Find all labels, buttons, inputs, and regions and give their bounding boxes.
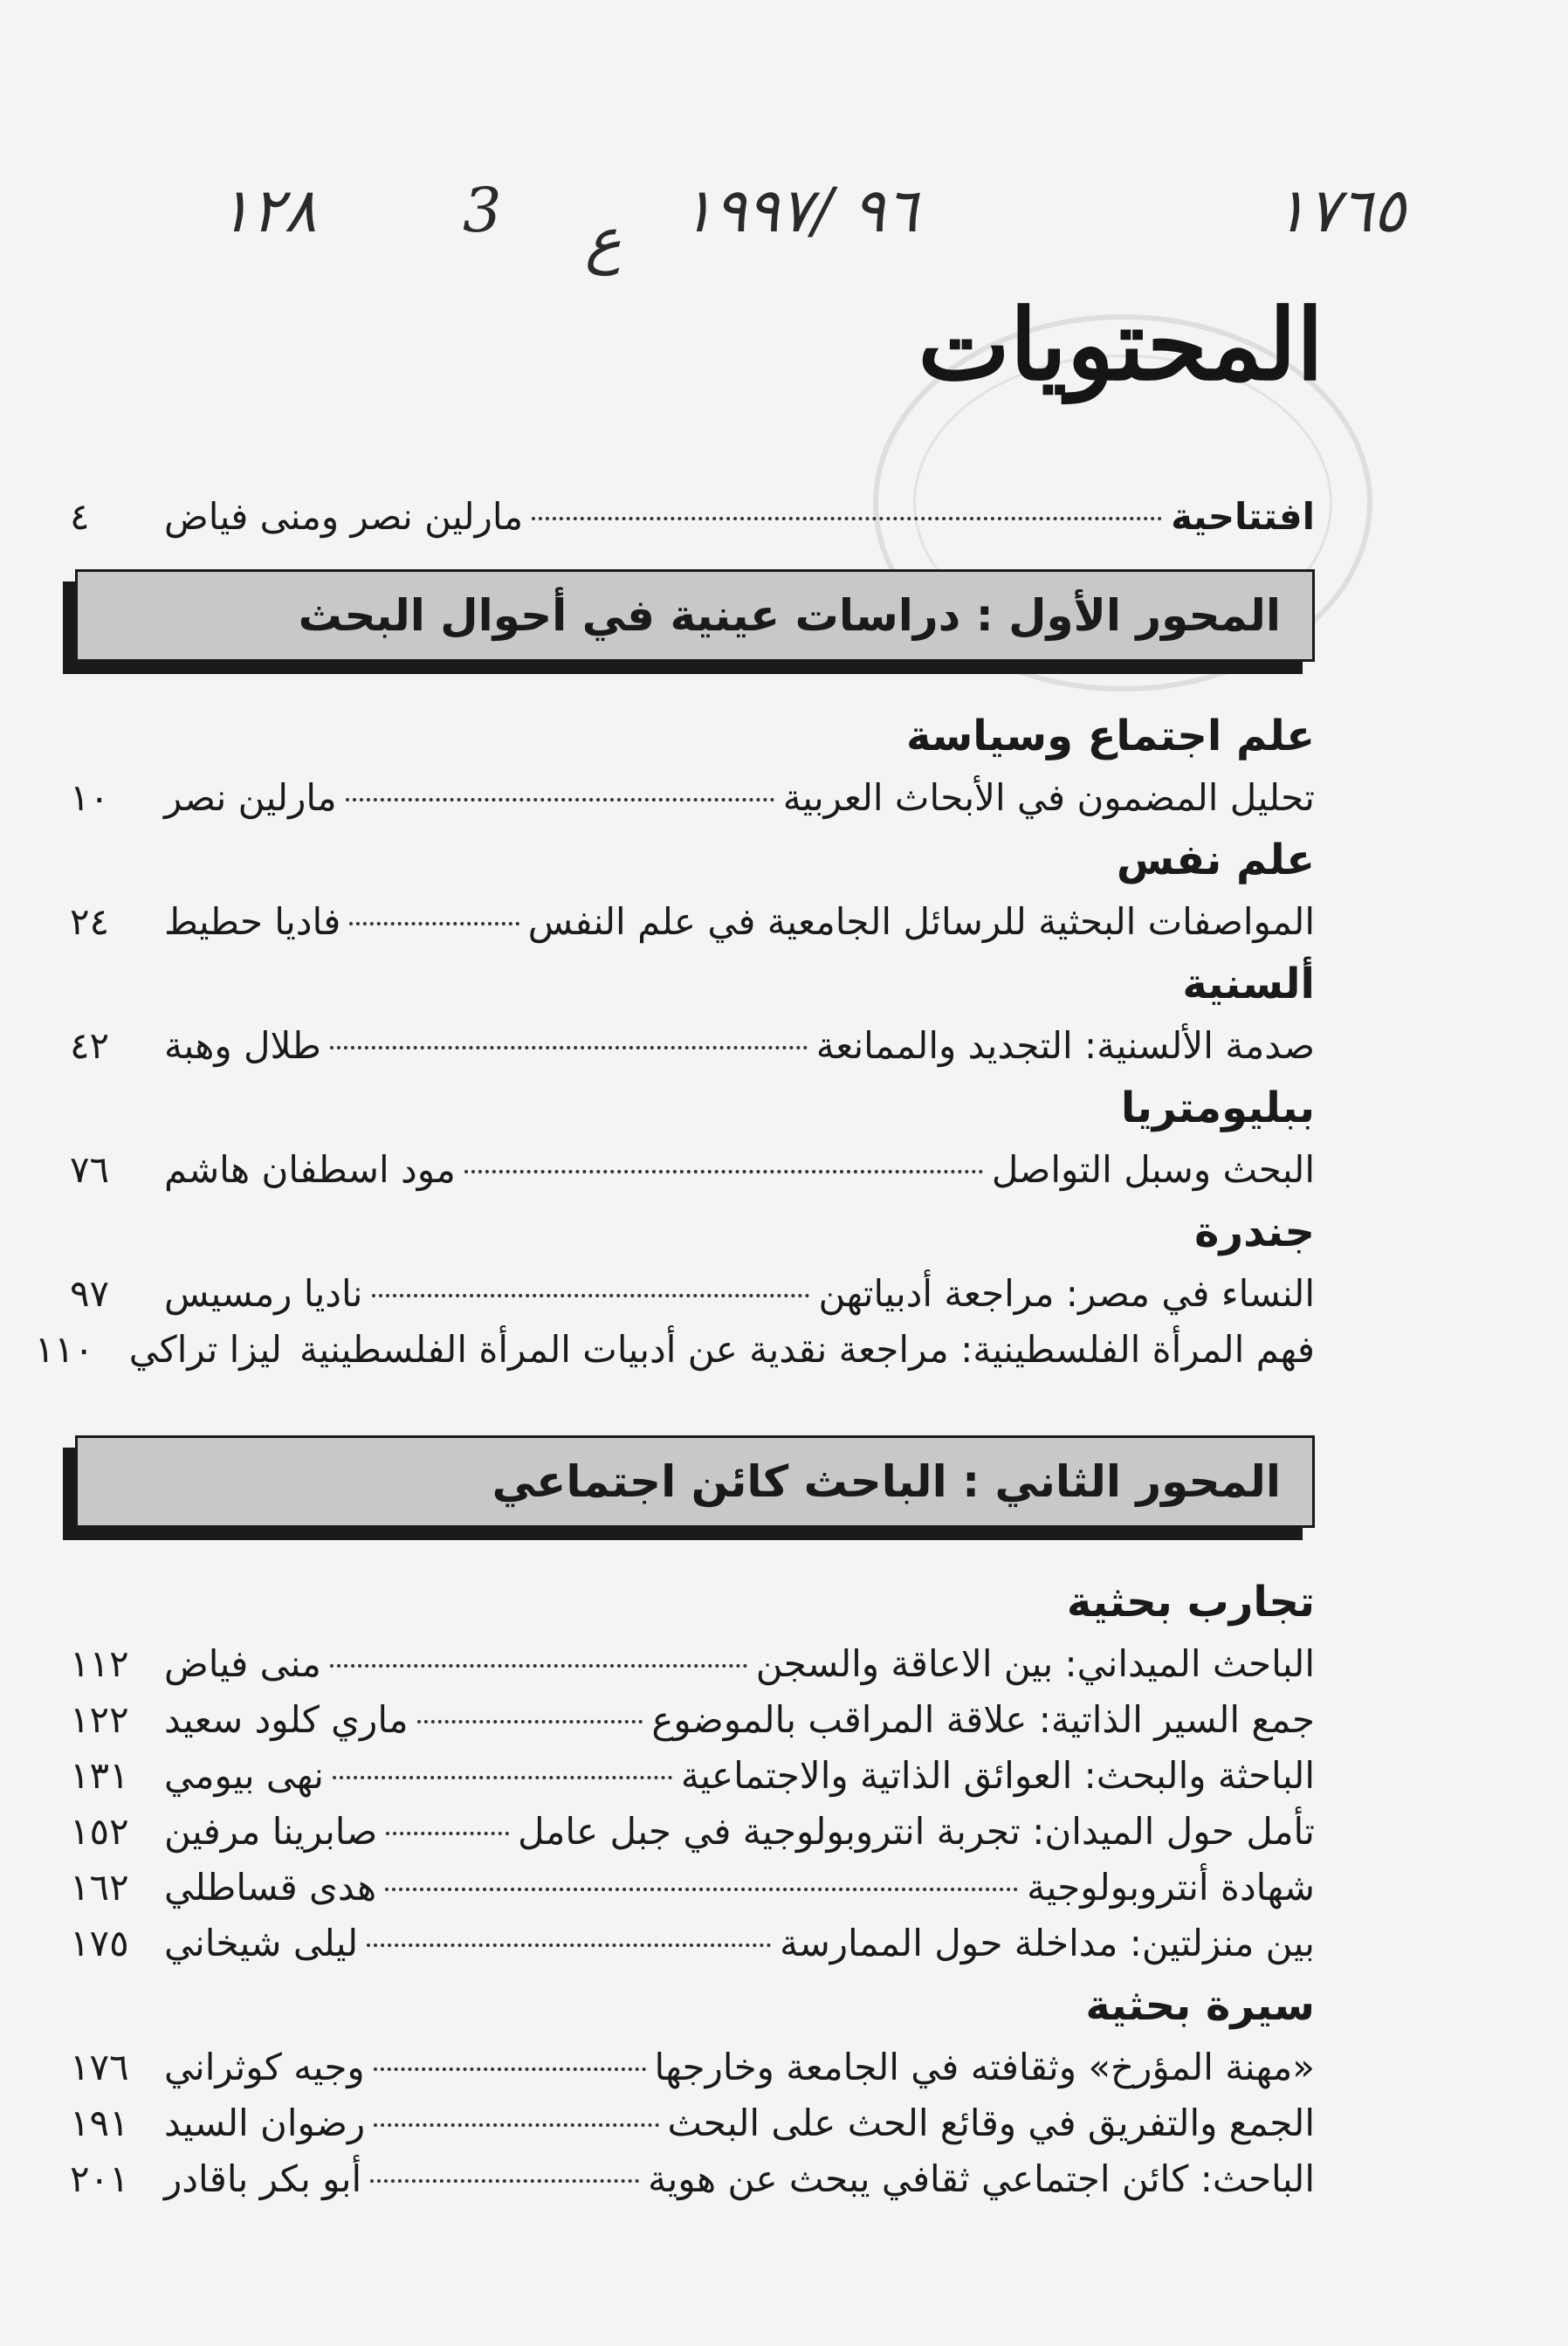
entry-page: ١٧٦ — [70, 2046, 129, 2088]
toc-entry[interactable] — [70, 1692, 1315, 1748]
entry-title: البحث وسبل التواصل — [991, 1148, 1315, 1191]
entry-page: ١٢٢ — [70, 1698, 129, 1741]
handnote-pages: ١٢٨ — [218, 175, 317, 246]
leader-dots — [385, 1888, 1018, 1891]
entry-page: ١٣١ — [70, 1754, 129, 1797]
toc-entry[interactable] — [70, 1916, 1315, 1971]
toc-entry[interactable] — [70, 2040, 1315, 2095]
entry-page: ١٠ — [70, 776, 110, 819]
entry-title: افتتاحية — [1171, 495, 1315, 538]
leader-dots — [386, 1832, 509, 1835]
section-heading: علم اجتماع وسياسة — [905, 712, 1315, 760]
leader-dots — [374, 2067, 646, 2071]
toc-entry[interactable] — [70, 1266, 1315, 1322]
toc-entry-opening[interactable] — [70, 489, 1315, 545]
axis-2-box — [75, 1435, 1315, 1528]
toc-entry[interactable] — [34, 1322, 1315, 1378]
entry-author: مود اسطفان هاشم — [164, 1148, 456, 1191]
entry-title: جمع السير الذاتية: علاقة المراقب بالموضوع — [651, 1698, 1315, 1741]
entry-author: رضوان السيد — [164, 2102, 366, 2144]
entry-title: الباحث الميداني: بين الاعاقة والسجن — [755, 1642, 1315, 1685]
leader-dots — [372, 1294, 810, 1297]
handnote-accession: ١٧٦٥ — [1274, 175, 1406, 246]
section-heading: جندرة — [1194, 1207, 1315, 1256]
axis-1-box — [75, 569, 1315, 662]
toc-entry[interactable] — [70, 1018, 1315, 1074]
entry-title: تحليل المضمون في الأبحاث العربية — [782, 776, 1315, 819]
toc-entry[interactable] — [70, 1860, 1315, 1916]
entry-author: ماري كلود سعيد — [164, 1698, 409, 1741]
leader-dots — [374, 2123, 658, 2127]
entry-author: ليزا تراكي — [128, 1328, 282, 1371]
entry-title: «مهنة المؤرخ» وثقافته في الجامعة وخارجها — [654, 2046, 1315, 2088]
handwritten-catalog-note — [218, 175, 1406, 279]
leader-dots — [349, 922, 519, 925]
axis-2-title: المحور الثاني : الباحث كائن اجتماعي — [492, 1456, 1281, 1507]
leader-dots — [330, 1046, 808, 1049]
entry-page: ١٧٥ — [70, 1922, 129, 1964]
leader-dots — [417, 1720, 643, 1723]
entry-author: ليلى شيخاني — [164, 1922, 359, 1964]
axis-1-title: المحور الأول : دراسات عينية في أحوال البحث — [298, 590, 1281, 641]
toc-entry[interactable] — [70, 1804, 1315, 1860]
entry-page: ٤ — [70, 495, 90, 538]
entry-page: ١٦٢ — [70, 1866, 129, 1909]
leader-dots — [330, 1664, 747, 1668]
entry-author: ناديا رمسيس — [164, 1272, 363, 1315]
entry-title: الجمع والتفريق في وقائع الحث على البحث — [667, 2102, 1315, 2144]
entry-page: ٢٤ — [70, 900, 110, 943]
entry-author: هدى قساطلي — [164, 1866, 377, 1909]
entry-author: أبو بكر باقادر — [164, 2157, 362, 2200]
entry-author: وجيه كوثراني — [164, 2046, 365, 2088]
entry-title: بين منزلتين: مداخلة حول الممارسة — [780, 1922, 1315, 1964]
entry-title: فهم المرأة الفلسطينية: مراجعة نقدية عن أدبيات المرأة الفلسطينية — [299, 1328, 1315, 1371]
entry-page: ٤٢ — [70, 1024, 110, 1067]
section-heading: علم نفس — [1116, 836, 1315, 884]
section-heading: ألسنية — [1182, 960, 1315, 1008]
leader-dots — [370, 2179, 639, 2183]
entry-author: صابرينا مرفين — [164, 1810, 378, 1853]
entry-title: تأمل حول الميدان: تجربة انتروبولوجية في جبل عامل — [518, 1810, 1315, 1853]
entry-title: صدمة الألسنية: التجديد والممانعة — [815, 1024, 1315, 1067]
leader-dots — [532, 517, 1162, 520]
page-title: المحتويات — [918, 288, 1324, 402]
leader-dots — [464, 1170, 983, 1173]
section-heading: ببليومتريا — [1120, 1084, 1315, 1132]
leader-dots — [333, 1776, 672, 1779]
toc-entry[interactable] — [70, 1636, 1315, 1692]
entry-author: طلال وهبة — [164, 1024, 321, 1067]
section-heading: سيرة بحثية — [1085, 1981, 1315, 2030]
handnote-letter: ع — [585, 204, 622, 276]
entry-author: مارلين نصر — [164, 776, 337, 819]
entry-page: ٢٠١ — [70, 2157, 129, 2200]
toc-entry[interactable] — [70, 770, 1315, 826]
entry-title: المواصفات البحثية للرسائل الجامعية في علم النفس — [527, 900, 1315, 943]
entry-page: ١١٠ — [34, 1328, 94, 1371]
entry-title: الباحثة والبحث: العوائق الذاتية والاجتماعية — [680, 1754, 1315, 1797]
entry-page: ١٥٢ — [70, 1810, 129, 1853]
entry-page: ٩٧ — [70, 1272, 110, 1315]
entry-title: الباحث: كائن اجتماعي ثقافي يبحث عن هوية — [648, 2157, 1315, 2200]
handnote-issue: 3 — [463, 175, 502, 246]
toc-entry[interactable] — [70, 2095, 1315, 2151]
section-heading: تجارب بحثية — [1066, 1578, 1315, 1627]
entry-author: مارلين نصر ومنى فياض — [164, 495, 524, 538]
leader-dots — [367, 1944, 771, 1947]
entry-title: شهادة أنتروبولوجية — [1027, 1866, 1315, 1909]
entry-author: نهى بيومي — [164, 1754, 324, 1797]
leader-dots — [346, 798, 774, 801]
entry-page: ١١٢ — [70, 1642, 129, 1685]
table-of-contents — [34, 489, 1315, 2207]
toc-entry[interactable] — [70, 1142, 1315, 1198]
entry-author: منى فياض — [164, 1642, 321, 1685]
toc-entry[interactable] — [70, 894, 1315, 950]
handnote-year: ٩٦ /١٩٩٧ — [681, 175, 918, 246]
entry-page: ١٩١ — [70, 2102, 129, 2144]
toc-entry[interactable] — [70, 1748, 1315, 1804]
entry-title: النساء في مصر: مراجعة أدبياتهن — [818, 1272, 1315, 1315]
entry-page: ٧٦ — [70, 1148, 110, 1191]
entry-author: فاديا حطيط — [164, 900, 341, 943]
toc-entry[interactable] — [70, 2151, 1315, 2207]
